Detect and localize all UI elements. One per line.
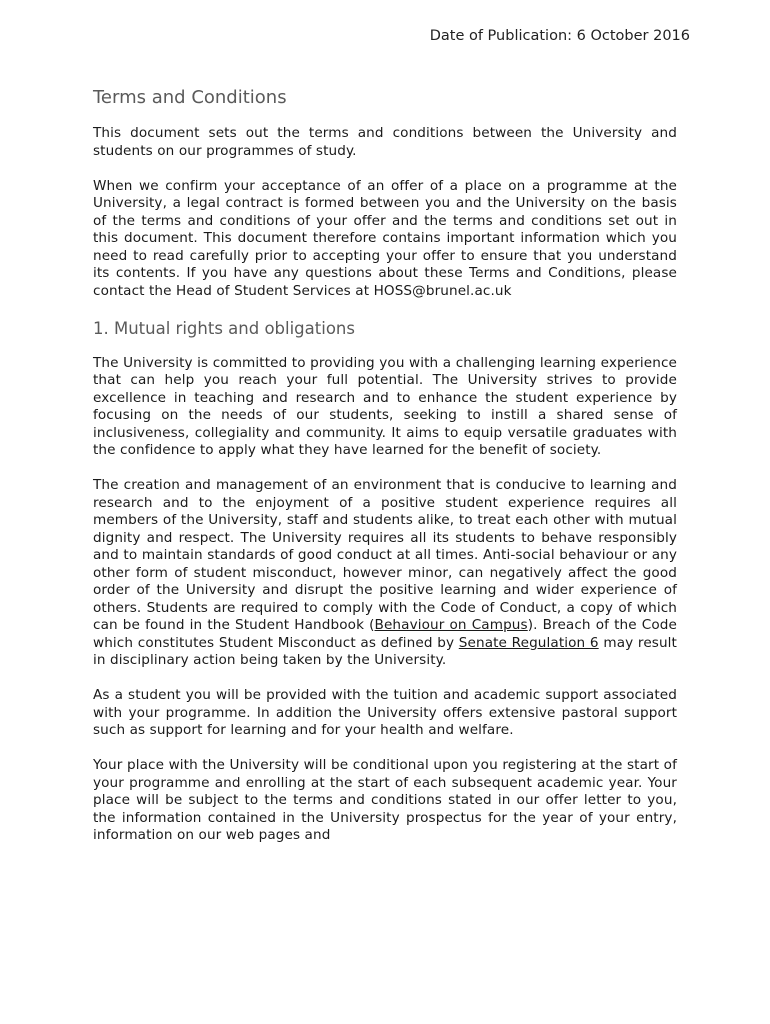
behaviour-on-campus-link[interactable]: Behaviour on Campus xyxy=(374,617,528,633)
senate-regulation-6-link[interactable]: Senate Regulation 6 xyxy=(458,634,599,651)
intro-paragraph-1: This document sets out the terms and conditions between the University and students on our programmes of study. xyxy=(93,125,677,159)
section1-paragraph-2 xyxy=(93,477,677,670)
section1-paragraph-2-text-b: ). Breach of the Code which constitutes Student Misconduct as defined by xyxy=(93,617,678,651)
section1-paragraph-2-text-a: The creation and management of an environment that is conducive to learning and research and to the enjoyment of a positive student experience requires all members of the University, staff and students alike, to treat each other with mutual dignity and respect. The University requires all its students to behave responsibly and to maintain standards of good conduct at all times. Anti-social behaviour or any other form of student misconduct, however minor, can negatively affect the good order of the University and disrupt the positive learning and wider experience of others. Students are required to comply with the Code of Conduct, a copy of which can be found in the Student Handbook ( xyxy=(93,477,677,633)
section1-paragraph-3: As a student you will be provided with the tuition and academic support associated with your programme. In addition the University offers extensive pastoral support such as support for learning and for your health and welfare. xyxy=(93,687,677,738)
section1-paragraph-2-text-c: may result in disciplinary action being taken by the University. xyxy=(93,634,677,668)
section-heading-mutual-rights: 1. Mutual rights and obligations xyxy=(93,318,355,338)
document-title: Terms and Conditions xyxy=(93,87,287,108)
section1-paragraph-1: The University is committed to providing you with a challenging learning experience that can help you reach your full potential. The University strives to provide excellence in teaching and research and to enhance the student experience by focusing on the needs of our students, seeking to instill a shared sense of inclusiveness, collegiality and community. It aims to equip versatile graduates with the confidence to apply what they have learned for the benefit of society. xyxy=(93,354,677,458)
section1-paragraph-4: Your place with the University will be conditional upon you registering at the start of your programme and enrolling at the start of each subsequent academic year. Your place will be subject to the terms and conditions stated in our offer letter to you, the information contained in the University prospectus for the year of your entry, information on our web pages and xyxy=(93,757,677,843)
intro-paragraph-2: When we confirm your acceptance of an offer of a place on a programme at the University, a legal contract is formed between you and the University on the basis of the terms and conditions of your offer and the terms and conditions set out in this document. This document therefore contains important information which you need to read carefully prior to accepting your offer to ensure that you understand its contents. If you have any questions about these Terms and Conditions, please contact the Head of Student Services at HOSS@brunel.ac.uk xyxy=(93,177,677,299)
document-body xyxy=(93,86,677,862)
publication-date: Date of Publication: 6 October 2016 xyxy=(429,28,690,44)
